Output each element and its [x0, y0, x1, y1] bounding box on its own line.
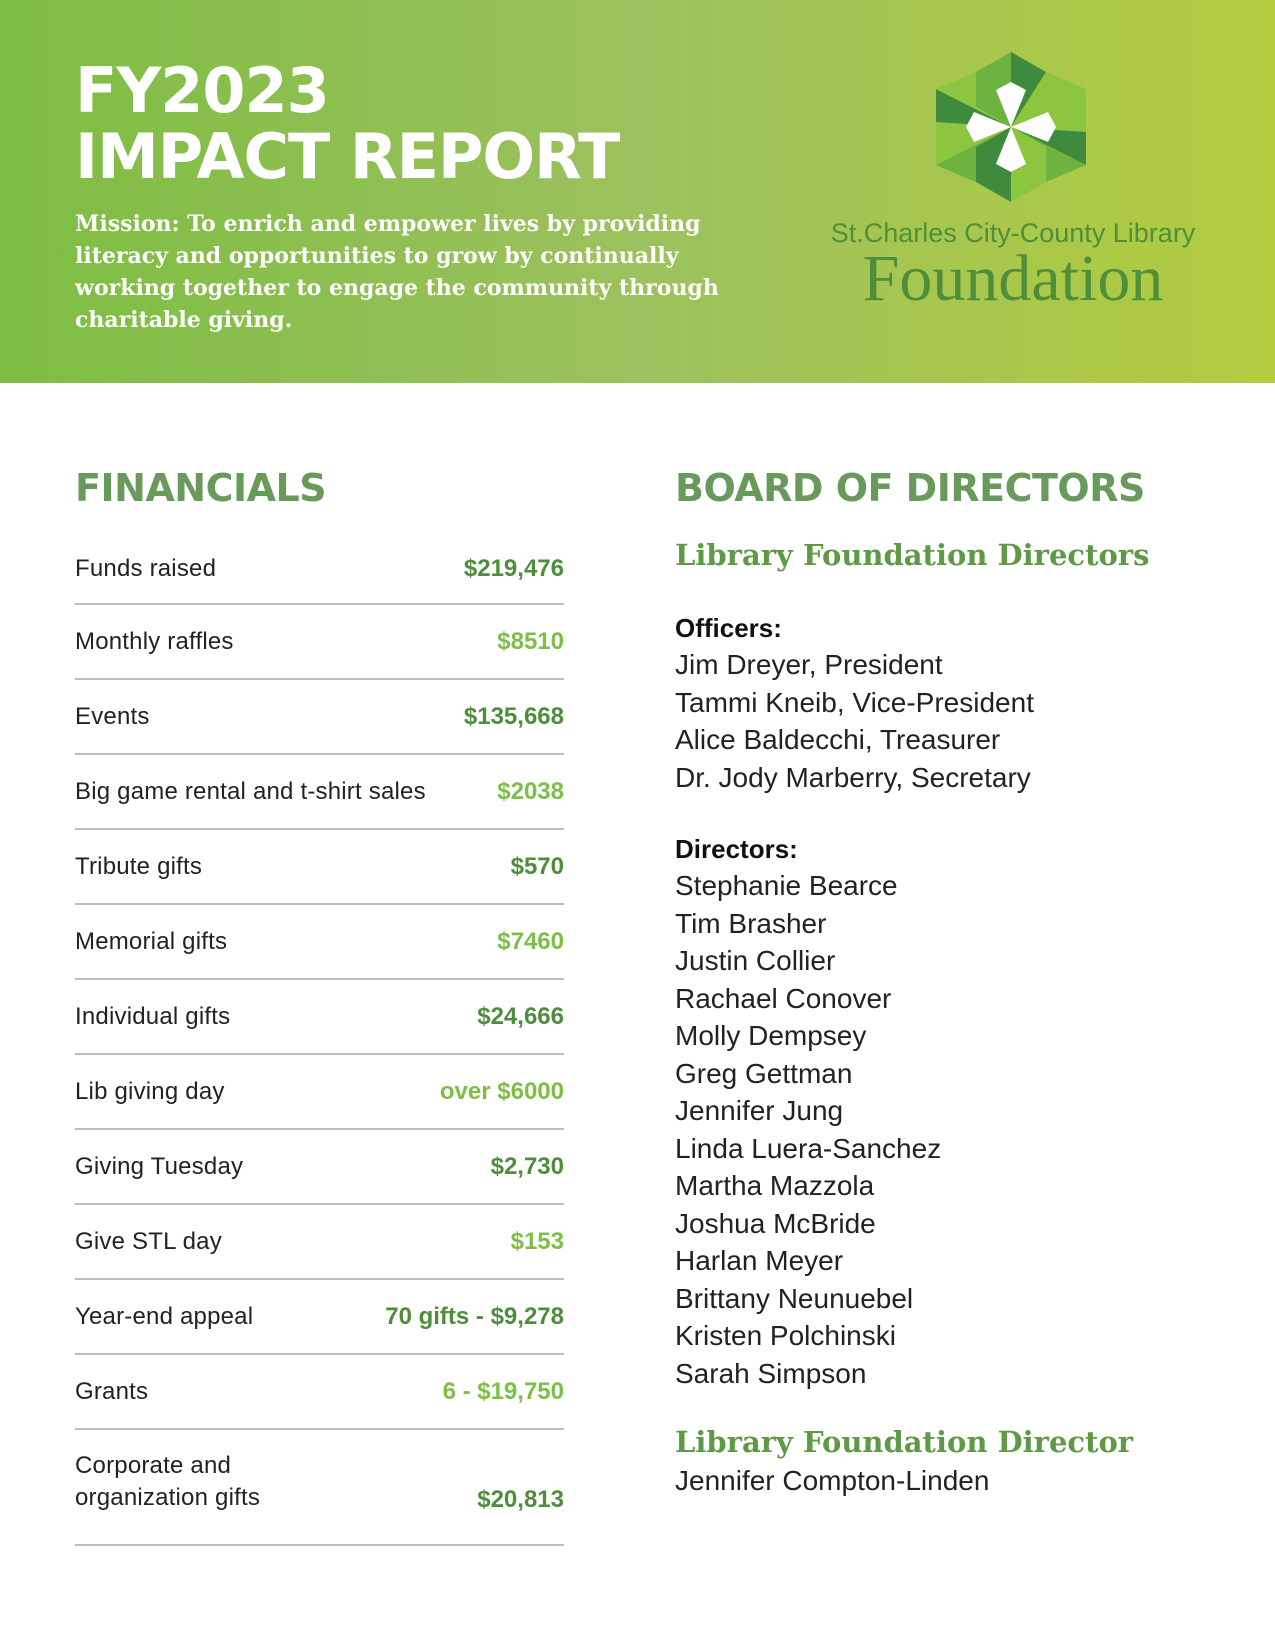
list-item: Alice Baldecchi, Treasurer — [675, 724, 1001, 755]
report-title-line1: FY2023 — [75, 54, 329, 127]
financial-value: $8510 — [497, 627, 564, 655]
financial-value: 70 gifts - $9,278 — [385, 1302, 564, 1330]
table-row — [75, 1205, 564, 1280]
financial-label: Individual gifts — [75, 1002, 231, 1030]
list-item: Greg Gettman — [675, 1057, 853, 1089]
list-item: Sarah Simpson — [675, 1357, 867, 1389]
officers-list — [675, 646, 1235, 796]
financial-value: $153 — [510, 1227, 564, 1255]
financial-label: Lib giving day — [75, 1077, 225, 1105]
list-item: Harlan Meyer — [675, 1245, 844, 1276]
list-item: Kristen Polchinski — [675, 1320, 896, 1351]
table-row — [75, 755, 564, 830]
directors-label: Directors: — [675, 834, 798, 864]
financial-label: Monthly raffles — [75, 627, 234, 655]
list-item: Dr. Jody Marberry, Secretary — [675, 761, 1031, 793]
financial-label: Tribute gifts — [75, 852, 203, 880]
table-row — [75, 1430, 564, 1546]
list-item: Tim Brasher — [675, 907, 827, 939]
table-row — [75, 1280, 564, 1355]
table-row — [75, 605, 564, 680]
financial-label: Giving Tuesday — [75, 1152, 244, 1180]
financial-label: Give STL day — [75, 1227, 222, 1255]
board-heading: BOARD OF DIRECTORS — [675, 466, 1145, 510]
table-row — [75, 535, 564, 605]
foundation-director-list — [675, 1462, 1235, 1500]
list-item: Brittany Neunuebel — [675, 1282, 914, 1314]
header-banner — [0, 0, 1275, 383]
report-title-line2: IMPACT REPORT — [75, 120, 620, 193]
table-row — [75, 1355, 564, 1430]
financial-value: $135,668 — [463, 702, 564, 730]
list-item: Joshua McBride — [675, 1207, 876, 1239]
list-item: Jennifer Jung — [675, 1095, 844, 1126]
report-title — [75, 54, 620, 193]
star-flower-logo-icon — [936, 52, 1086, 202]
list-item: Molly Dempsey — [675, 1020, 867, 1051]
table-row — [75, 980, 564, 1055]
table-row — [75, 830, 564, 905]
list-item: Justin Collier — [675, 945, 836, 976]
table-row — [75, 1130, 564, 1205]
financial-label-line1: Corporate and — [75, 1452, 232, 1479]
financial-value: 6 - $19,750 — [442, 1377, 564, 1405]
financial-label: Year-end appeal — [75, 1302, 254, 1330]
financial-label: Memorial gifts — [75, 927, 228, 955]
list-item: Stephanie Bearce — [675, 870, 898, 901]
mission-statement: Mission: To enrich and empower lives by providing literacy and opportunities to grow by continually working together to engage the community through charitable giving. — [75, 211, 719, 333]
financial-label: Grants — [75, 1377, 149, 1405]
table-row — [75, 905, 564, 980]
financial-value: over $6000 — [439, 1077, 564, 1105]
table-row — [75, 680, 564, 755]
financials-table — [75, 535, 564, 1546]
list-item: Martha Mazzola — [675, 1170, 875, 1201]
list-item: Rachael Conover — [675, 982, 892, 1014]
financial-value: $2,730 — [490, 1152, 564, 1180]
list-item: Linda Luera-Sanchez — [675, 1132, 942, 1164]
financial-label: Funds raised — [75, 555, 217, 582]
financial-value: $219,476 — [463, 555, 564, 582]
financial-label-line2: organization gifts — [75, 1484, 261, 1511]
table-row — [75, 1055, 564, 1130]
financial-label: Events — [75, 702, 150, 730]
financial-value: $2038 — [497, 777, 564, 805]
foundation-director-subheading: Library Foundation Director — [675, 1425, 1134, 1459]
financial-value: $20,813 — [477, 1486, 564, 1513]
logo-title: Foundation — [862, 242, 1164, 315]
financials-heading: FINANCIALS — [75, 466, 327, 510]
financial-value: $7460 — [497, 927, 564, 955]
financial-value: $24,666 — [477, 1002, 564, 1030]
list-item: Tammi Kneib, Vice-President — [675, 686, 1034, 718]
financial-label — [75, 1450, 260, 1514]
list-item: Jennifer Compton-Linden — [675, 1465, 990, 1496]
list-item: Jim Dreyer, President — [675, 649, 943, 680]
logo-subtitle: St.Charles City-County Library — [830, 218, 1196, 248]
board-of-directors — [675, 535, 1235, 1500]
directors-subheading: Library Foundation Directors — [675, 538, 1150, 572]
officers-label: Officers: — [675, 613, 782, 643]
financial-label: Big game rental and t-shirt sales — [75, 777, 426, 805]
directors-list — [675, 867, 1235, 1392]
financial-value: $570 — [510, 852, 564, 880]
